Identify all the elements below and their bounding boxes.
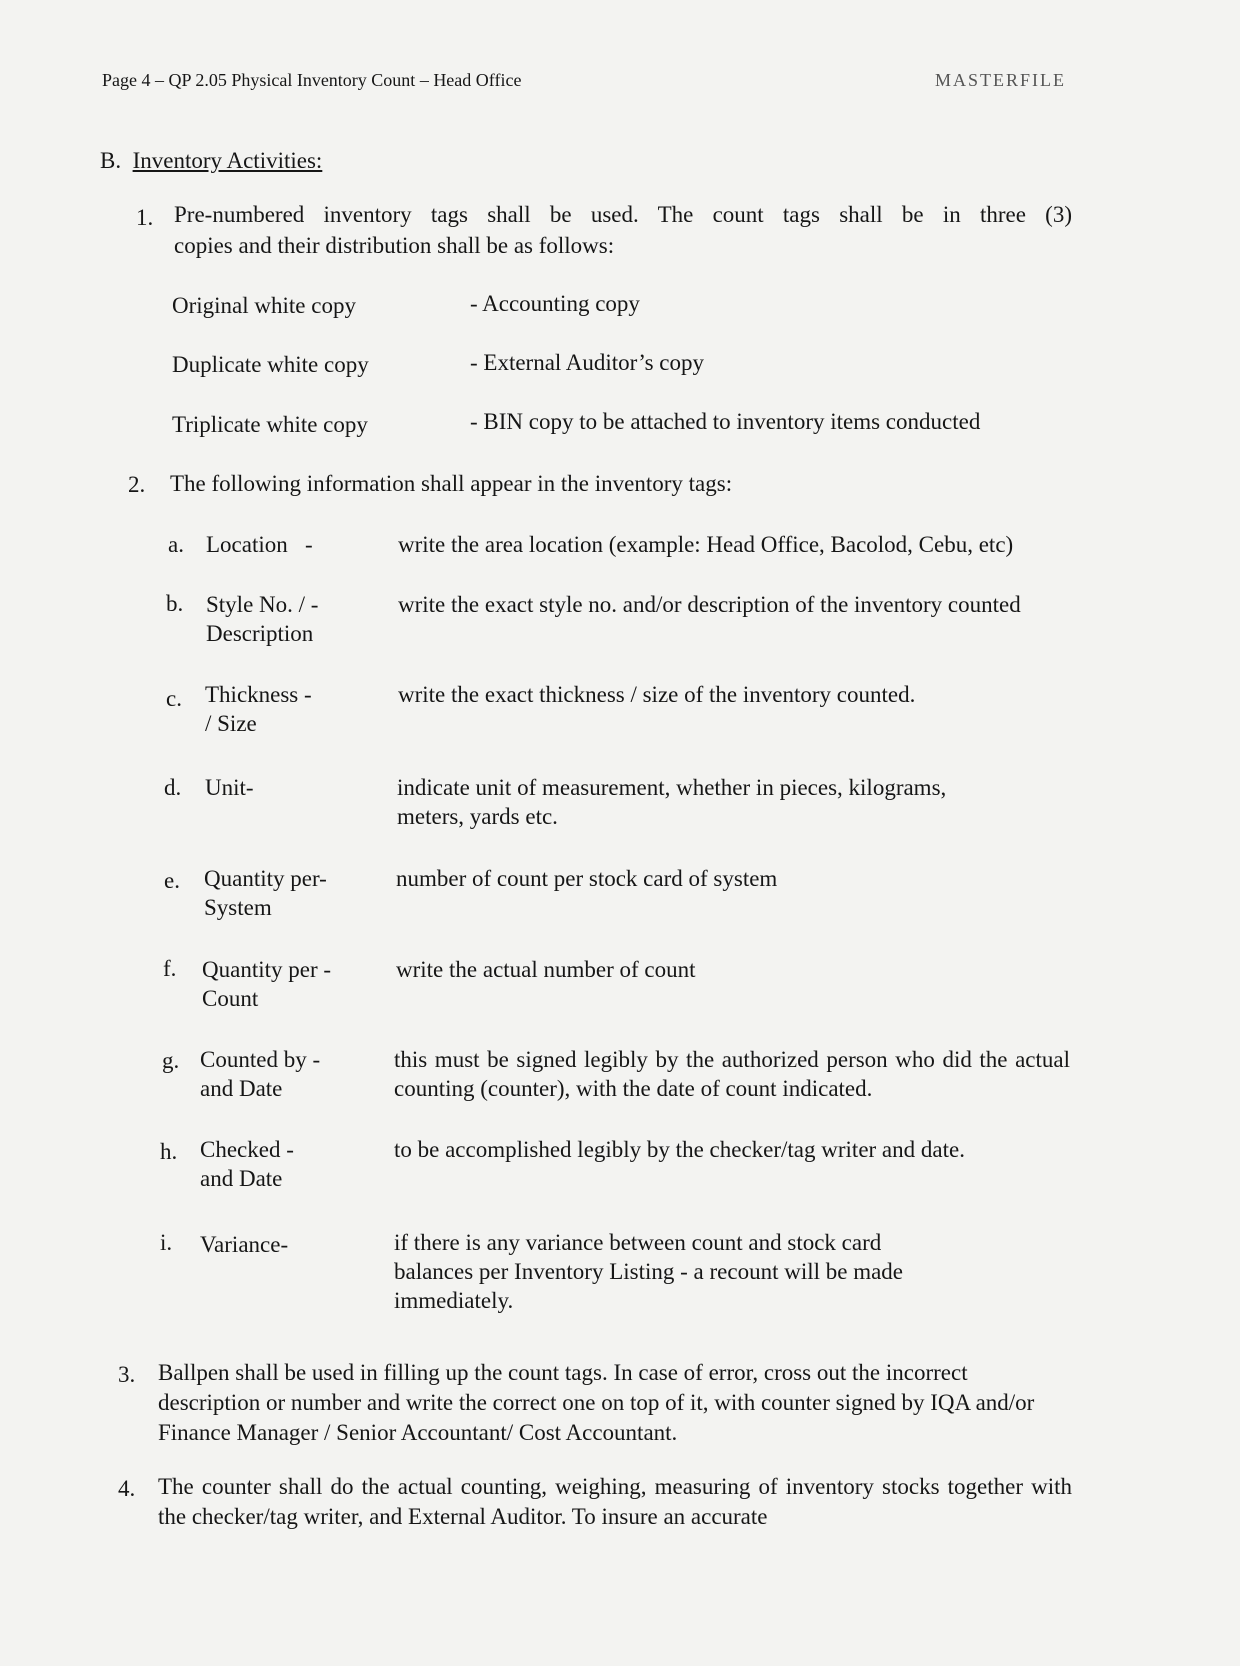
tag-description: to be accomplished legibly by the checker/tag writer and date.: [394, 1137, 965, 1162]
tag-label: Quantity per - Count: [202, 957, 332, 1011]
item-number: 2.: [128, 472, 146, 497]
tag-letter: b.: [166, 591, 184, 616]
tag-description: write the exact style no. and/or description of the inventory counted: [398, 592, 1021, 617]
copy-label: Duplicate white copy: [172, 352, 369, 377]
copy-value: - BIN copy to be attached to inventory items conducted: [470, 409, 981, 434]
tag-letter: a.: [168, 532, 184, 557]
tag-description: write the actual number of count: [396, 957, 696, 982]
tag-label: Unit-: [205, 775, 254, 800]
tag-label: Thickness - / Size: [205, 682, 312, 736]
tag-label: Counted by - and Date: [200, 1047, 321, 1101]
section-letter: B.: [100, 148, 122, 173]
item3-text: Ballpen shall be used in filling up the count tags. In case of error, cross out the incorrect description or number and write the correct one on top of it, with counter signed by IQA and/or Finance Manager / Senior Accountant/ Cost Accountant.: [158, 1360, 1035, 1445]
tag-description: write the exact thickness / size of the inventory counted.: [398, 682, 916, 707]
tag-letter: d.: [164, 775, 182, 800]
tag-label: Quantity per- System: [204, 866, 327, 920]
item-number: 1.: [136, 205, 154, 230]
tag-letter: e.: [164, 868, 180, 893]
tag-description: if there is any variance between count and stock card balances per Inventory Listing - a recount will be made immediately.: [394, 1230, 904, 1313]
tag-label: Checked - and Date: [200, 1137, 294, 1191]
tag-label: Variance-: [200, 1232, 289, 1257]
tag-letter: f.: [163, 956, 177, 981]
item4-text: The counter shall do the actual counting, weighing, measuring of inventory stocks together with the checker/tag writer, and External Auditor. To insure an accurate: [158, 1474, 1072, 1529]
tag-description: this must be signed legibly by the authorized person who did the actual counting (counter), with the date of count indicated.: [394, 1047, 1070, 1101]
tag-label: Location -: [206, 532, 313, 557]
item-number: 4.: [118, 1476, 136, 1501]
item-number: 3.: [118, 1362, 136, 1387]
tag-label: Style No. / - Description: [206, 592, 319, 646]
header-masterfile-label: MASTERFILE: [935, 70, 1067, 90]
tag-description: indicate unit of measurement, whether in pieces, kilograms, meters, yards etc.: [397, 775, 947, 829]
item1-line1: Pre-numbered inventory tags shall be used. The count tags shall be in three (3): [174, 202, 1072, 227]
tag-letter: c.: [166, 686, 182, 711]
tag-letter: i.: [160, 1230, 173, 1255]
tag-description: number of count per stock card of system: [396, 866, 778, 891]
header-title: Page 4 – QP 2.05 Physical Inventory Count – Head Office: [102, 70, 522, 90]
section-title: Inventory Activities:: [132, 148, 323, 173]
tag-letter: h.: [160, 1139, 178, 1164]
tag-description: write the area location (example: Head Office, Bacolod, Cebu, etc): [398, 532, 1014, 557]
item2-text: The following information shall appear in the inventory tags:: [170, 471, 733, 496]
copy-value: - Accounting copy: [470, 291, 640, 316]
copy-label: Original white copy: [172, 293, 356, 318]
copy-label: Triplicate white copy: [172, 412, 368, 437]
copy-value: - External Auditor’s copy: [470, 350, 704, 375]
item1-line2: copies and their distribution shall be as follows:: [174, 233, 615, 258]
tag-letter: g.: [162, 1048, 180, 1073]
section-heading: [100, 148, 322, 174]
